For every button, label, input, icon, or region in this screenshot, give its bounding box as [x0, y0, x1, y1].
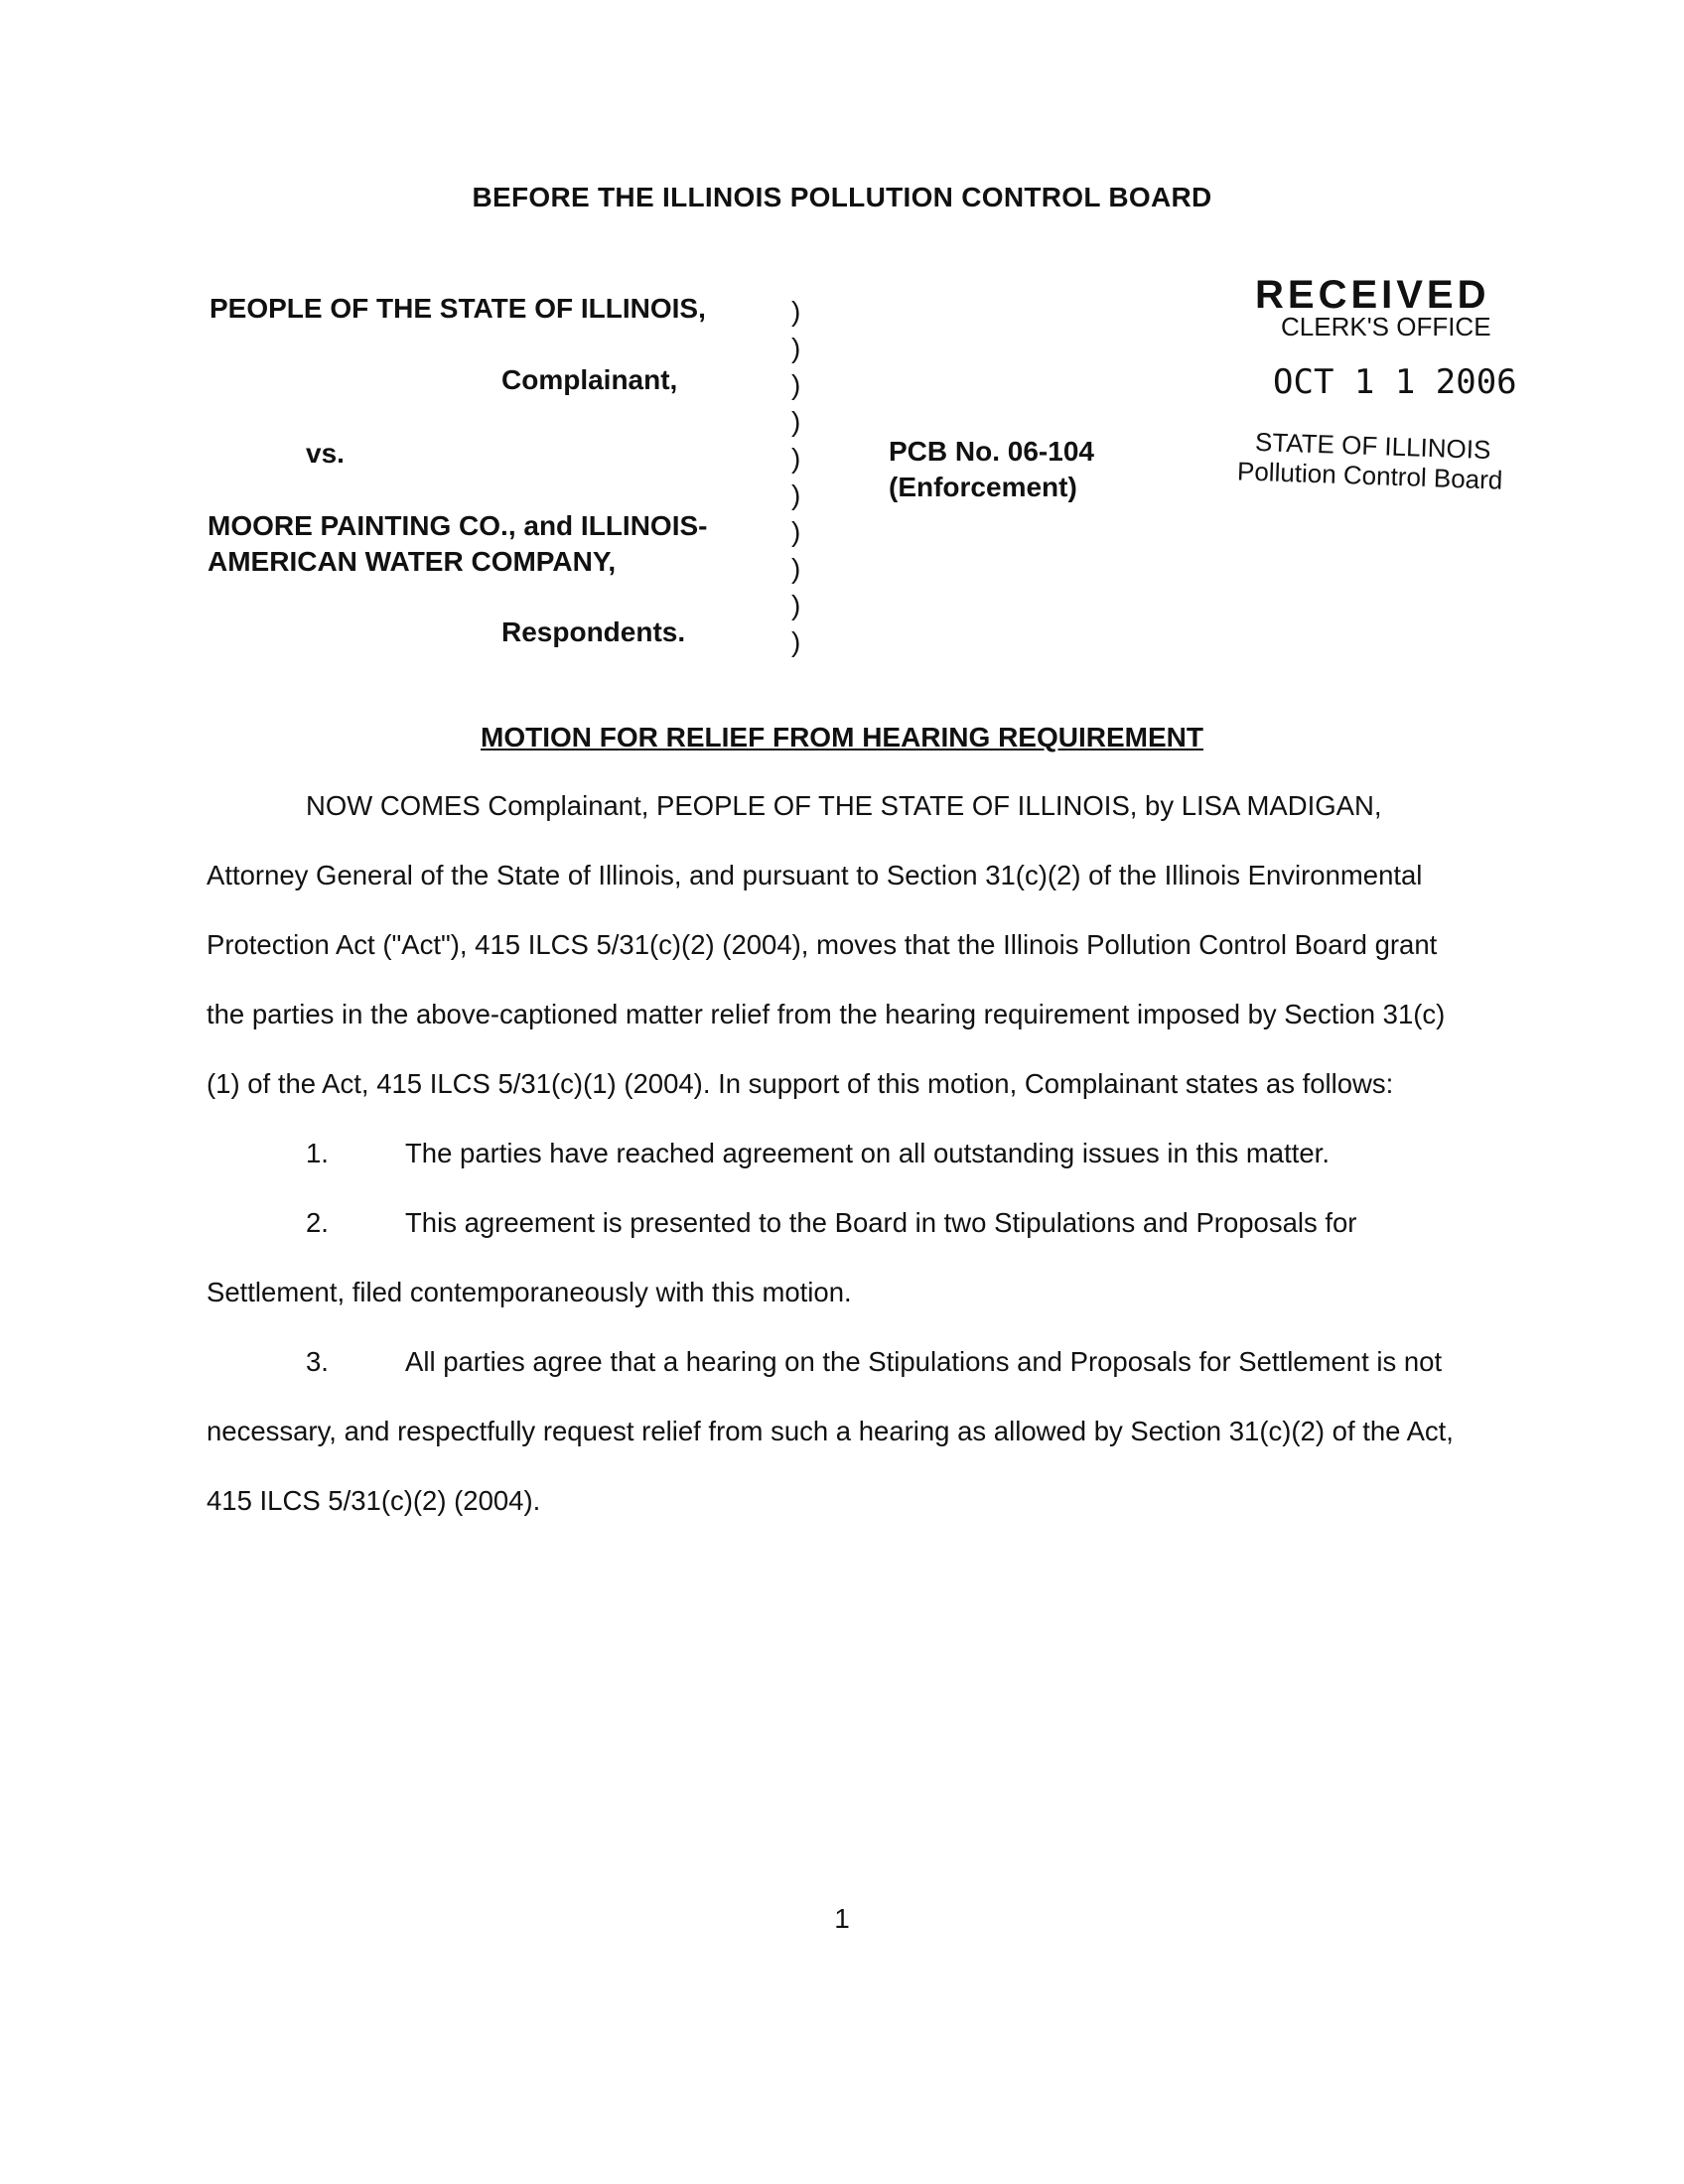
respondent-label: Respondents. [501, 616, 686, 647]
item-text: The parties have reached agreement on all outstanding issues in this matter. [405, 1138, 1330, 1168]
item-text: This agreement is presented to the Board in two Stipulations and Proposals for Settlement, filed contemporaneously with this motion. [207, 1207, 1357, 1307]
item-number: 3. [306, 1346, 329, 1377]
stamp-state: STATE OF ILLINOIS [1254, 426, 1491, 466]
received-stamp [1236, 273, 1549, 501]
item-number: 2. [306, 1207, 329, 1238]
motion-title: MOTION FOR RELIEF FROM HEARING REQUIREMENT [481, 722, 1203, 752]
versus-label: vs. [306, 438, 345, 469]
complainant-party: PEOPLE OF THE STATE OF ILLINOIS, [210, 293, 706, 324]
respondent-line-1: MOORE PAINTING CO., and ILLINOIS- [208, 510, 708, 541]
case-type: (Enforcement) [889, 472, 1077, 502]
court-heading: BEFORE THE ILLINOIS POLLUTION CONTROL BOARD [472, 182, 1212, 212]
item-text: All parties agree that a hearing on the Stipulations and Proposals for Settlement is not necessary, and respectfully request relief from such a hearing as allowed by Section 31(c)(2) of the Act, 415 ILCS 5/31(c)(2) (2004). [207, 1346, 1454, 1516]
stamp-board: Pollution Control Board [1236, 456, 1503, 495]
stamp-office: CLERK'S OFFICE [1281, 312, 1491, 341]
caption-paren-column: ) ) ) ) ) ) ) ) ) ) [791, 296, 801, 657]
intro-paragraph: NOW COMES Complainant, PEOPLE OF THE STATE OF ILLINOIS, by LISA MADIGAN, Attorney General of the State of Illinois, and pursuant to Section 31(c)(2) of the Illinois Environmental Protection Act ("Act"), 415 ILCS 5/31(c)(2) (2004), moves that the Illinois Pollution Control Board grant the parties in the above-captioned matter relief from the hearing requirement imposed by Section 31(c)(1) of the Act, 415 ILCS 5/31(c)(1) (2004). In support of this motion, Complainant states as follows: [207, 790, 1446, 1099]
numbered-item-1 [207, 1119, 1463, 1188]
item-number: 1. [306, 1138, 329, 1168]
respondent-line-2: AMERICAN WATER COMPANY, [208, 546, 617, 577]
stamp-date: OCT 1 1 2006 [1273, 362, 1517, 402]
complainant-label: Complainant, [501, 364, 678, 395]
motion-body [207, 771, 1463, 1536]
numbered-item-2 [207, 1188, 1463, 1327]
case-number: PCB No. 06-104 [889, 436, 1094, 467]
numbered-item-3 [207, 1327, 1463, 1536]
stamp-received: RECEIVED [1255, 273, 1490, 317]
page-number: 1 [834, 1903, 850, 1934]
